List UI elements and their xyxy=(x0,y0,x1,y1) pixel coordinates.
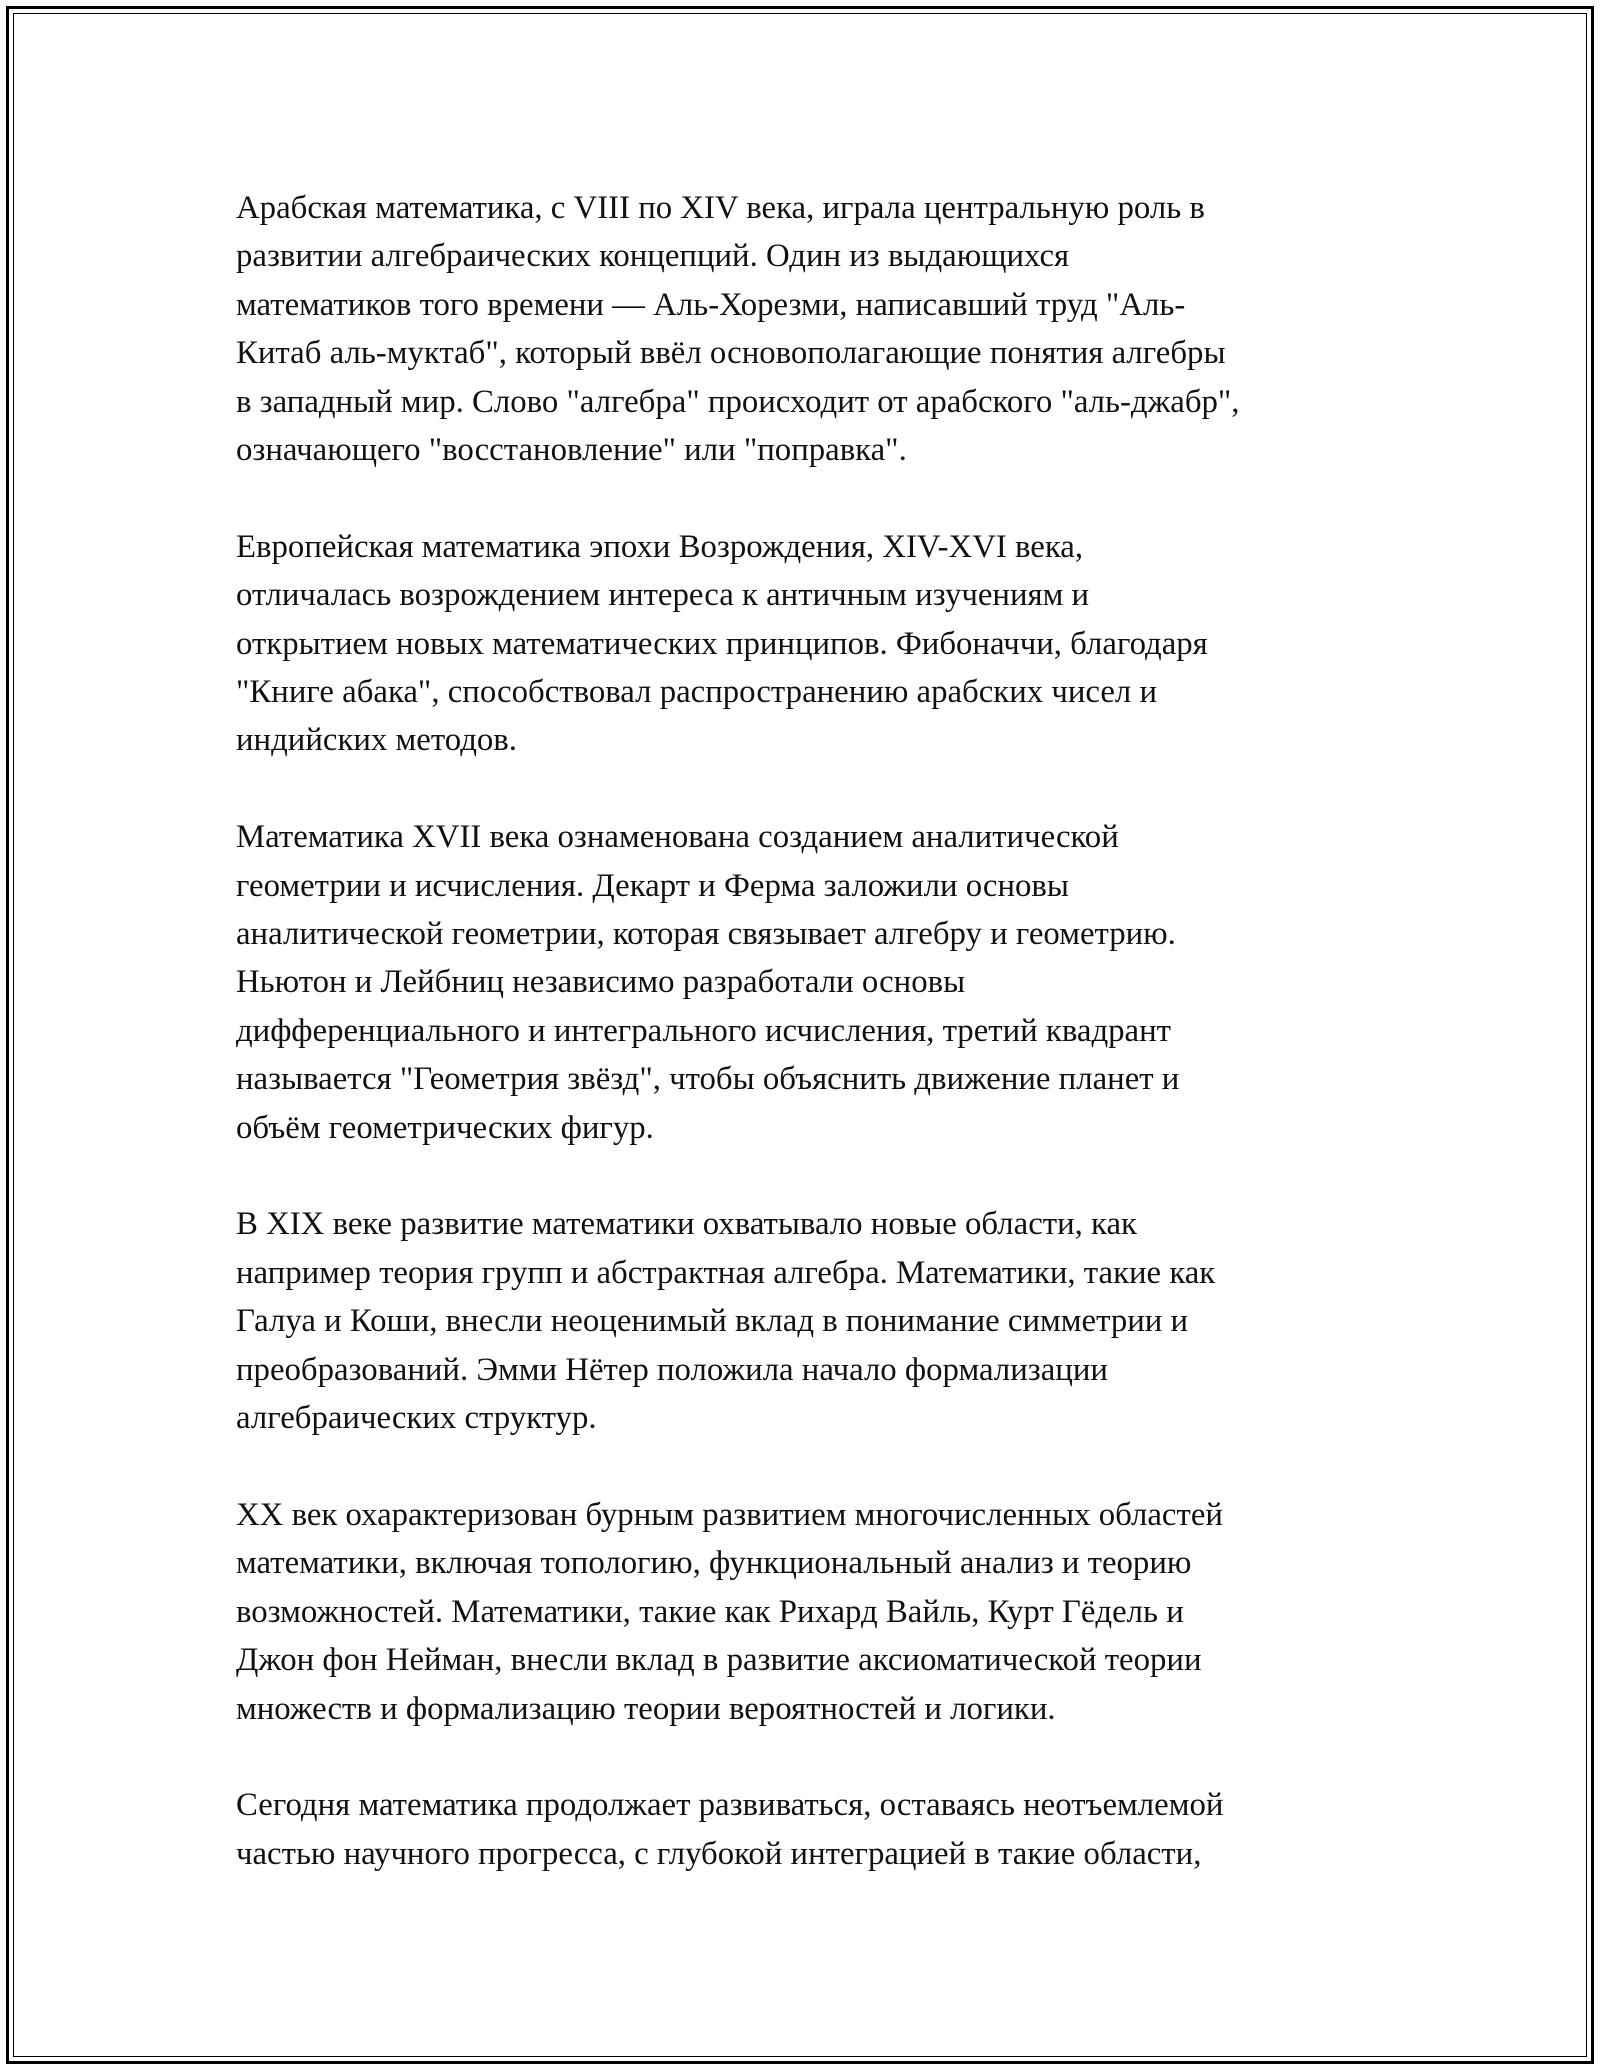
document-body xyxy=(236,184,1376,1927)
paragraph-20th-century-mathematics: XX век охарактеризован бурным развитием многочисленных областей математики, включая топологию, функциональный анализ и теорию возможностей. Математики, такие как Рихард Вайль, Курт Гёдель и Джон фон Нейман, внесли вклад в развитие аксиоматической теории множеств и формализацию теории вероятностей и логики. xyxy=(236,1496,1223,1727)
paragraph-renaissance-mathematics: Европейская математика эпохи Возрождения, XIV-XVI века, отличалась возрождением интереса к античным изучениям и открытием новых математических принципов. Фибоначчи, благодаря "Книге абака", способствовал распространению арабских чисел и индийских методов. xyxy=(236,528,1208,759)
paragraph-17th-century-mathematics: Математика XVII века ознаменована созданием аналитической геометрии и исчисления. Декарт и Ферма заложили основы аналитической геометрии, которая связывает алгебру и геометрию. Ньютон и Лейбниц независимо разработали основы дифференциального и интегрального исчисления, третий квадрант называется "Геометрия звёзд", чтобы объяснить движение планет и объём геометрических фигур. xyxy=(236,819,1180,1146)
paragraph-arabic-mathematics: Арабская математика, с VIII по XIV века, играла центральную роль в развитии алгебраических концепций. Один из выдающихся математиков того времени — Аль-Хорезми, написавший труд "Аль- Китаб аль-муктаб", который ввёл основополагающие понятия алгебры в западный мир. Слово "алгебра" происходит от арабского "аль-джабр", означающего "восстановление" или "поправка". xyxy=(236,190,1240,469)
paragraph-modern-mathematics: Сегодня математика продолжает развиваться, оставаясь неотъемлемой частью научного прогресса, с глубокой интеграцией в такие области, xyxy=(236,1787,1224,1872)
paragraph-19th-century-mathematics: В XIX веке развитие математики охватывало новые области, как например теория групп и абстрактная алгебра. Математики, такие как Галуа и Коши, внесли неоценимый вклад в понимание симметрии и преобразований. Эмми Нётер положила начало формализации алгебраических структур. xyxy=(236,1206,1216,1437)
